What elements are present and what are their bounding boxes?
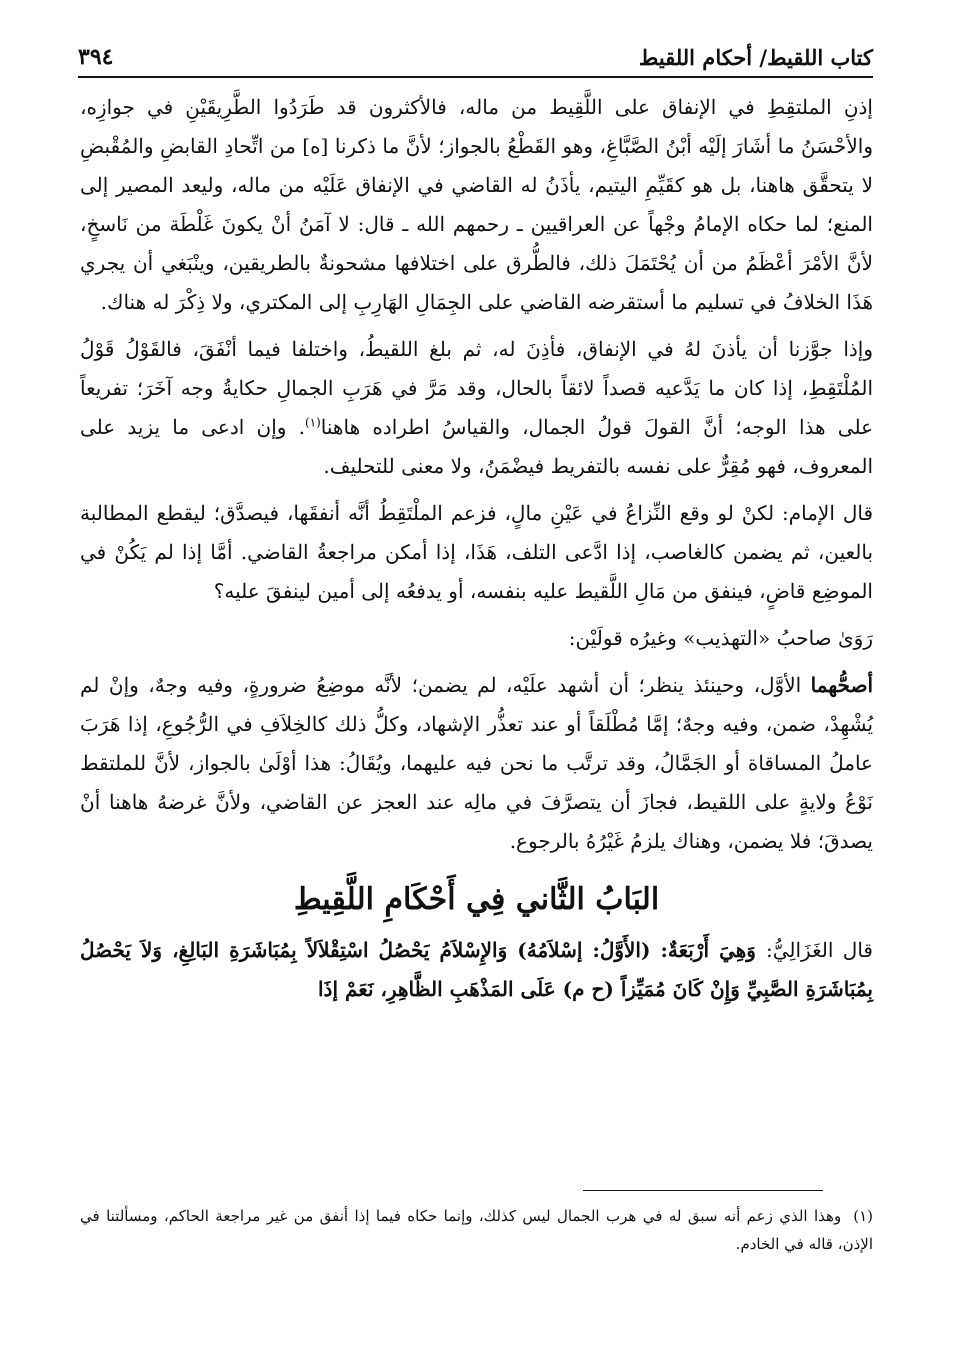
paragraph-3: [80, 494, 873, 611]
text-line: إذنِ الملتقِطِ في الإنفاق على اللَّقِيط من ماله، فالأكثرون قد طَرَدُوا الطَّرِيقَيْنِ في جوازِه،: [80, 95, 873, 119]
text-line: وهناك يلزمُ غَيْرُهُ بالرجوع.: [509, 829, 721, 853]
text-line: ذلك كالخِلاَفِ في الرُّجُوعِ، إذا هَرَبَ عاملُ المساقاة أو الجَمَّالُ، وقد ترتَّب ما نحن فيه: [80, 712, 873, 775]
text-line: وَهِيَ أَرْبَعَةٌ: (الأَوَّلُ: إسْلاَمُهُ) وَالإِسْلاَمُ يَحْصُلُ اسْتِقْلاَلاً بِمُبَاشَرَةِ: [229, 938, 766, 962]
running-title: كتاب اللقيط/ أحكام اللقيط: [638, 45, 873, 70]
text-line: القاضي. أمَّا إذا لم يَكُنْ في الموضِع قاضٍ، فينفق من مَالِ اللَّقيط عليه بنفسه، أو يدفعُه: [80, 540, 873, 603]
chapter-heading: البَابُ الثَّاني فِي أَحْكَامِ اللَّقِيطِ: [293, 882, 660, 917]
text-line: القابضِ والمُقْبضِ لا يتحقَّق هاهنا، بل هو كقَيِّمِ اليتيم، يأذَنُ له القاضي في الإنفاق عَلَيْه: [80, 134, 873, 197]
matn-paragraph: [80, 931, 873, 1009]
text-line: قال: لا آمَنُ أنْ يكونَ غَلْطَة من نَاسخٍ، لأنَّ الأمْرَ أعْظَمُ من أن يُحْتَمَلَ ذلك، فالطُّرق: [80, 212, 874, 275]
text-line: عليهما، ويُقَالُ: هذا أوْلَىٰ بالجواز، لأنَّ للملتقط نَوْعُ ولايةٍ على اللقيط، فجازَ أن: [80, 751, 873, 814]
page-number: ٣٩٤: [78, 44, 114, 70]
footnote-text: وهذا الذي زعم أنه سبق له في هرب الجمال ليس كذلك، وإنما حكاه فيما إذا أنفق من غير مراجعة الحاكم، ومسألتنا في الإذن، قاله في الخادم.: [80, 1207, 873, 1253]
text-line: حكايةُ وجه آخَرَ؛ تفريعاً على هذا الوجه؛ أنَّ القولَ قولُ الجمال، والقياسُ اطراده: [80, 376, 874, 439]
paragraph-1: [80, 88, 873, 322]
text-line: قال الإمام: لكنْ لو وقع النِّزاعُ في عَيْنِ مالٍ، فزعم الملْتَقِطُ أنَّه أنفقَها، فيصدَّق؛: [213, 501, 874, 525]
page-header: [78, 30, 873, 70]
text-line: معنى للتحليف.: [323, 454, 445, 478]
text-line: على اختلافها مشحونةٌ بالطريقين، وينْبَغي أن يجري هَذَا الخلافُ في تسليم ما أستقرضه: [80, 251, 873, 314]
text-line: الأوَّل، وحينئذ ينظر؛ أن أشهد علَيْه، لم يضمن؛ لأنَّه موضِعُ ضرورةٍ،: [242, 673, 811, 697]
text-line: من ماله، وليعد المصير إلى المنع؛ لما حكاه الإمامُ وجْهاً عن العراقيين ـ رحمهم الله ـ: [80, 173, 873, 236]
text-line: والأحْسَنُ ما أشَارَ إلَيْه أبْنُ الصَّبَّاغِ، وهو القَطْعُ بالجواز؛ لأنَّ ما ذكرنا [ه] من اتِّحادِ: [224, 134, 874, 158]
text-line: رَوَىٰ صاحبُ «التهذيب» وغيرُه قولَيْن:: [568, 626, 873, 650]
header-divider: [78, 76, 873, 78]
matn-intro: قال الغَزَالِيُّ:: [765, 938, 873, 962]
text-line: . وإن ادعى ما يزيد على المعروف، فهو مُقِرٌّ على نفسه بالتفريط فيضْمَنُ، ولا: [80, 415, 873, 478]
text-line: هاهنا: [320, 415, 361, 439]
paragraph-4: [80, 619, 873, 658]
footnote-reference[interactable]: (١): [304, 415, 321, 430]
text-line: ليقطع المطالبة بالعين، ثم يضمن كالغاصب، إذا ادَّعى التلف، هَذَا، إذا أمكن مراجعةُ: [80, 501, 874, 564]
paragraph-5: [80, 666, 873, 861]
main-text: [80, 88, 873, 1009]
footnote-divider: [583, 1190, 823, 1191]
text-line: القاضي على الجِمَالِ الهَارِبِ إلى المكتري، ولا ذِكْرَ له هناك.: [100, 290, 582, 314]
text-line: يتصرَّفَ في مالِه عند العجز عن القاضي، ولأنَّ غرضهُ هاهنا أنْ يصدقَ؛ فلا يضمن،: [80, 790, 873, 853]
text-line: وفيه وجهٌ، وإنْ لم يُشْهِدْ، ضمن، وفيه وجهٌ؛ إمَّا مُطْلَقاً أو عند تعذُّر الإشهاد، وكلُّ: [80, 673, 874, 736]
paragraph-2: [80, 330, 873, 486]
text-line: فالقَوْلُ قَوْلُ المُلْتَقِطِ، إذا كان ما يَدَّعيه قصداً لائقاً بالحال، وقد مَرَّ في هَرَبِ الجمالِ: [80, 337, 874, 400]
footnote-number: (١): [853, 1207, 873, 1225]
footnote: [80, 1202, 873, 1258]
paragraph-lead: أصحُّهما: [810, 673, 873, 697]
text-line: إلى أمين لينفقَ عليه؟: [213, 579, 390, 603]
text-line: وإذا جوَّزنا أن يأذنَ لهُ في الإنفاق، فأذِنَ له، ثم بلغ اللقيطُ، واختلفا فيما أنْفَقَ،: [192, 337, 873, 361]
text-line: البَالِغِ، وَلاَ يَحْصُلُ بِمُبَاشَرَةِ الصَّبِيِّ وَإِنْ كَانَ مُمَيِّزاً (ح م) عَلَى المَذْهَبِ الظَّاهِرِ، نَعَمْ إذَا: [80, 938, 873, 1001]
